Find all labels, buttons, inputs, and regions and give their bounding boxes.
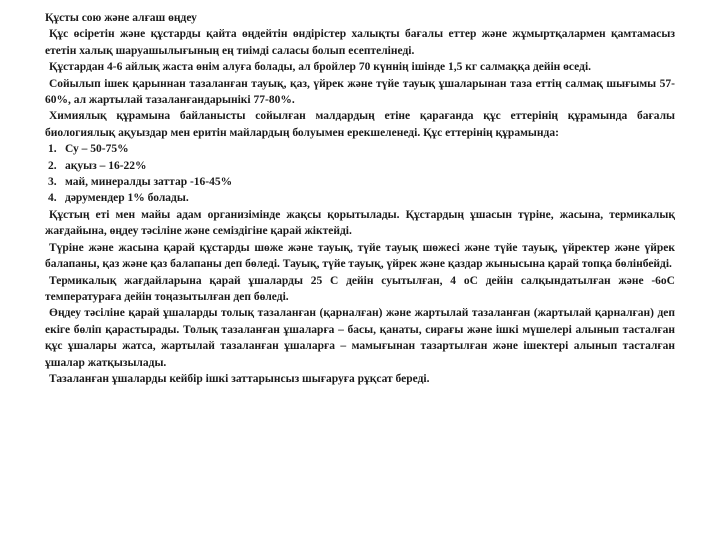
list-item-number: 3. xyxy=(48,176,57,189)
list-item xyxy=(45,174,675,190)
paragraph-intro-1: Құс өсіретін және құстарды қайта өңдейтін өндірістер халықты бағалы еттер және жұмыртқалармен қамтамасыз ететін халық шаруашылығының ең тиімді саласы болып есептелінеді. xyxy=(45,28,675,57)
list-item xyxy=(45,158,675,174)
list-item xyxy=(45,141,675,157)
list-item-text: май, минералды заттар -16-45% xyxy=(65,176,233,189)
paragraph-after-4: Өңдеу тәсіліне қарай ұшаларды толық тазаланған (қарналған) және жартылай тазаланған (жартылай қарналған) деп екіге бөліп қарастырады. Толық тазаланған ұшаларға – басы, қанаты, сирағы және ішкі мүшелері алынып тасталған құс ұшалары жатса, жартылай тазаланған ұшаларға – мамығынан тазартылған және ішектері алынып тасталған ұшалар жатқызылады. xyxy=(45,307,675,369)
paragraph-intro-2: Құстардан 4-6 айлық жаста өнім алуға болады, ал бройлер 70 күннің ішінде 1,5 кг салмаққа дейін өседі. xyxy=(49,61,592,74)
paragraph-after-2: Түріне және жасына қарай құстарды шөже және тауық, түйе тауық шөжесі және түйе тауық, үйректер және үйрек балапаны, қаз және қаз балапаны деп бөледі. Тауық, түйе тауық, үйрек және қаздар жынысына қарай топқа бөлінбейді. xyxy=(45,241,675,271)
paragraph-after-3: Термикалық жағдайларына қарай ұшаларды 25 С дейін суытылған, 4 оС дейін салқындатылған және -6оС температураға дейін тоңазытылған деп бөледі. xyxy=(45,274,675,303)
document-title: Құсты сою және алғаш өңдеу xyxy=(45,12,197,24)
document-page xyxy=(45,10,675,387)
list-item xyxy=(45,190,675,206)
list-item-number: 1. xyxy=(48,143,57,156)
paragraph-intro-3: Сойылып ішек қарыннан тазаланған тауық, қаз, үйрек және түйе тауық ұшаларынан таза еттің салмақ шығымы 57-60%, ал жартылай тазаланғандарынікі 77-80%. xyxy=(45,77,675,107)
list-item-text: Су – 50-75% xyxy=(65,143,129,156)
list-item-text: ақуыз – 16-22% xyxy=(65,159,147,172)
paragraph-after-5: Тазаланған ұшаларды кейбір ішкі заттарынсыз шығаруға рұқсат береді. xyxy=(49,372,430,385)
paragraph-intro-4: Химиялық құрамына байланысты сойылған малдардың етіне қарағанда құс еттерінің құрамында бағалы биологиялық ақуыздар мен еритін майлардың болуымен ерекшеленеді. Құс еттерінің құрамында: xyxy=(45,110,675,139)
list-item-number: 2. xyxy=(48,159,57,172)
composition-list xyxy=(45,141,675,207)
list-item-number: 4. xyxy=(48,192,57,205)
list-item-text: дәрумендер 1% болады. xyxy=(65,192,189,205)
paragraph-after-1: Құстың еті мен майы адам организімінде жақсы қорытылады. Құстардың ұшасын түріне, жасына, термикалық жағдайына, өңдеу тәсіліне және семіздігіне қарай жіктейді. xyxy=(45,208,675,238)
